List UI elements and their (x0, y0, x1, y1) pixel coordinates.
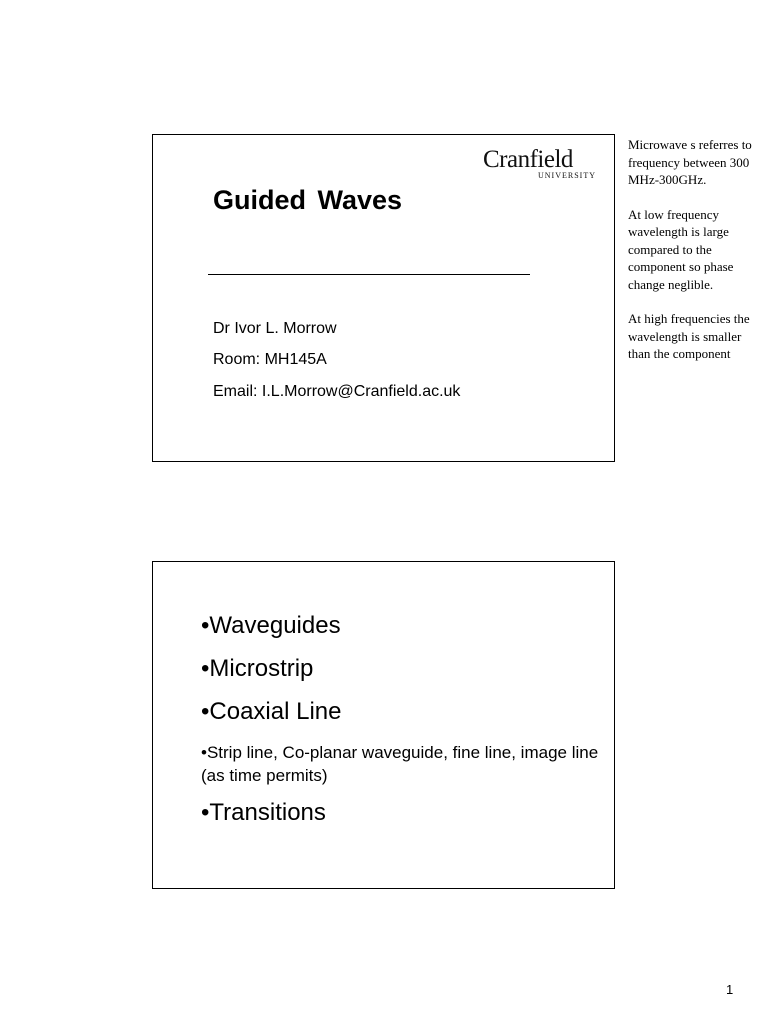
slide-2 (152, 561, 615, 889)
slide-title: Guided Waves (213, 185, 403, 215)
author-line: Dr Ivor L. Morrow (213, 320, 337, 337)
logo-wordmark: Cranfield (483, 146, 573, 173)
page-number: 1 (726, 982, 734, 997)
note-paragraph: At high frequencies the wavelength is smaller than the component (628, 311, 750, 361)
bullet-item: •Transitions (201, 799, 326, 826)
email-line: Email: I.L.Morrow@Cranfield.ac.uk (213, 383, 461, 400)
cranfield-logo (481, 145, 603, 181)
slide-1 (152, 134, 615, 462)
bullet-item: •Coaxial Line (201, 698, 342, 725)
logo-subtext: UNIVERSITY (538, 171, 596, 180)
note-paragraph: Microwave s referres to frequency between 300 MHz-300GHz. (628, 137, 752, 187)
bullet-item: •Microstrip (201, 655, 314, 682)
room-line: Room: MH145A (213, 351, 327, 368)
bullet-list (201, 612, 601, 842)
title-divider (208, 274, 530, 275)
note-paragraph: At low frequency wavelength is large compared to the component so phase change neglible. (628, 206, 734, 292)
speaker-notes (628, 136, 758, 380)
bullet-item: •Waveguides (201, 612, 341, 639)
bullet-item: •Strip line, Co-planar waveguide, fine line, image line (as time permits) (201, 743, 599, 785)
